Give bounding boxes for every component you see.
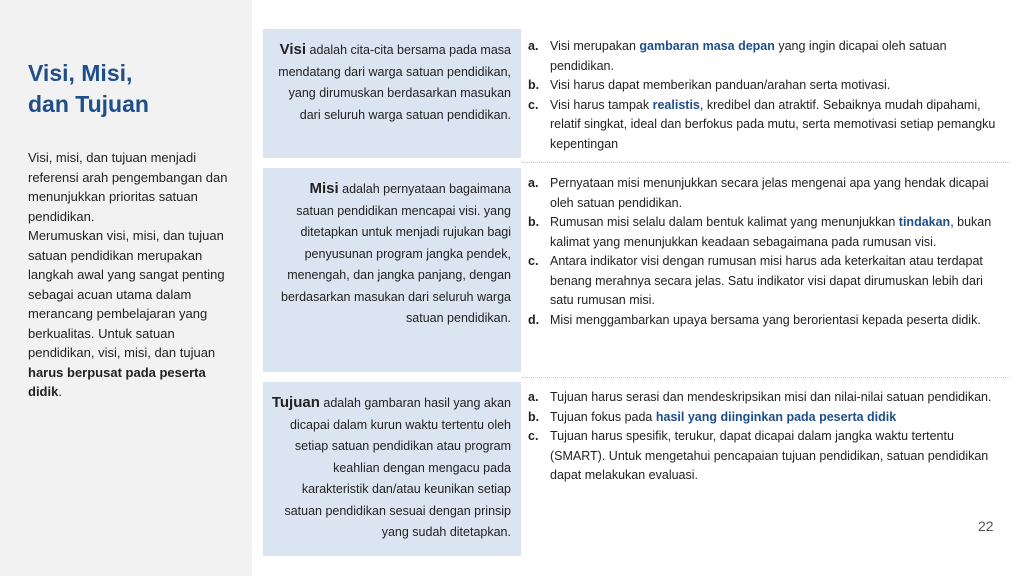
section-divider — [522, 162, 1010, 163]
list-item — [526, 213, 1008, 252]
list-marker: b. — [528, 409, 540, 424]
list-item-text: Visi merupakan — [550, 39, 640, 53]
list-marker: c. — [528, 97, 539, 112]
list-item-text: Visi harus dapat memberikan panduan/arahan serta motivasi. — [550, 78, 891, 92]
visi-definition-box — [263, 29, 521, 158]
title-line-2: dan Tujuan — [28, 91, 149, 117]
list-item-text: Rumusan misi selalu dalam bentuk kalimat yang menunjukkan — [550, 215, 899, 229]
list-item-text: Misi menggambarkan upaya bersama yang berorientasi kepada peserta didik. — [550, 312, 981, 327]
list-item — [526, 408, 1008, 428]
list-marker: d. — [528, 312, 540, 327]
list-item-text: Pernyataan misi menunjukkan secara jelas mengenai apa yang hendak dicapai oleh satuan pendidikan. — [550, 176, 989, 210]
visi-list — [526, 37, 1008, 154]
intro-emphasis: harus berpusat pada peserta didik — [28, 364, 206, 399]
list-item — [526, 252, 1008, 311]
list-marker: b. — [528, 78, 540, 92]
list-item-highlight: hasil yang diinginkan pada peserta didik — [655, 409, 897, 424]
tujuan-list — [526, 388, 1008, 486]
list-item-text-end: yang ingin dicapai oleh satuan pendidikan. — [550, 39, 947, 73]
list-item — [526, 174, 1008, 213]
list-item-highlight: tindakan — [898, 215, 951, 229]
list-item — [526, 37, 1008, 76]
list-item-text: Tujuan harus serasi dan mendeskripsikan misi dan nilai-nilai satuan pendidikan. — [550, 390, 992, 404]
list-item — [526, 388, 1008, 408]
left-panel — [0, 0, 252, 576]
misi-definition: adalah pernyataan bagaimana satuan pendidikan mencapai visi. yang ditetapkan untuk menjadi rujukan bagi penyusunan program jangka pendek, menengah, dan jangka panjang, dengan berdasarkan masukan dari seluruh warga satuan pendidikan. — [281, 182, 511, 325]
list-item-text-end: , bukan kalimat yang menunjukkan keadaan sebagaimana pada rumusan visi. — [550, 215, 992, 249]
list-item-highlight: realistis — [652, 97, 700, 112]
intro-text — [28, 148, 232, 402]
list-item — [526, 96, 1008, 155]
list-marker: c. — [528, 429, 539, 443]
list-marker: a. — [528, 390, 539, 404]
tujuan-definition: adalah gambaran hasil yang akan dicapai dalam kurun waktu tertentu oleh setiap satuan pendidikan atau program keahlian dengan mengacu pada karakteristik dan/atau keunikan setiap satuan pendidikan sesuai dengan prinsip yang sudah ditetapkan. — [284, 396, 511, 539]
page-number: 22 — [978, 518, 994, 534]
list-item — [526, 76, 1008, 96]
intro-paragraph-2 — [28, 226, 232, 402]
list-marker: c. — [528, 254, 539, 268]
intro-paragraph-1: Visi, misi, dan tujuan menjadi referensi arah pengembangan dan menunjukkan prioritas satuan pendidikan. — [28, 150, 228, 224]
intro-paragraph-2-end: . — [58, 384, 62, 399]
list-item-text: Antara indikator visi dengan rumusan misi harus ada keterkaitan atau terdapat benang merahnya secara jelas. Satu indikator visi dapat dirumuskan lebih dari satu rumusan misi. — [550, 254, 983, 307]
misi-term: Misi — [309, 180, 339, 197]
visi-definition: adalah cita-cita bersama pada masa mendatang dari warga satuan pendidikan, yang dirumuskan berdasarkan masukan dari seluruh warga satuan pendidikan. — [278, 43, 511, 122]
list-marker: a. — [528, 39, 539, 53]
list-item-highlight: gambaran masa depan — [639, 39, 775, 53]
list-item-text-end: , kredibel dan atraktif. Sebaiknya mudah dipahami, relatif singkat, ideal dan berfokus pada mutu, serta memotivasi setiap pemangku kepentingan — [550, 97, 996, 151]
page-title — [28, 58, 232, 120]
list-marker: b. — [528, 215, 540, 229]
misi-list — [526, 174, 1008, 330]
tujuan-term: Tujuan — [271, 394, 320, 411]
list-item — [526, 311, 1008, 331]
list-marker: a. — [528, 176, 539, 190]
misi-definition-box — [263, 168, 521, 372]
section-divider — [522, 377, 1010, 378]
tujuan-definition-box — [263, 382, 521, 556]
visi-term: Visi — [279, 41, 307, 58]
intro-paragraph-2-text: Merumuskan visi, misi, dan tujuan satuan pendidikan merupakan langkah awal yang sangat penting sebagai acuan utama dalam merancang pembelajaran yang berkualitas. Untuk satuan pendidikan, visi, misi, dan tujuan — [28, 228, 225, 360]
list-item-text: Visi harus tampak — [550, 97, 653, 112]
list-item — [526, 427, 1008, 486]
title-line-1: Visi, Misi, — [28, 60, 133, 86]
list-item-text: Tujuan fokus pada — [550, 409, 656, 424]
list-item-text: Tujuan harus spesifik, terukur, dapat dicapai dalam jangka waktu tertentu (SMART). Untuk mengetahui pencapaian tujuan pendidikan, satuan pendidikan dapat melakukan evaluasi. — [550, 429, 989, 482]
